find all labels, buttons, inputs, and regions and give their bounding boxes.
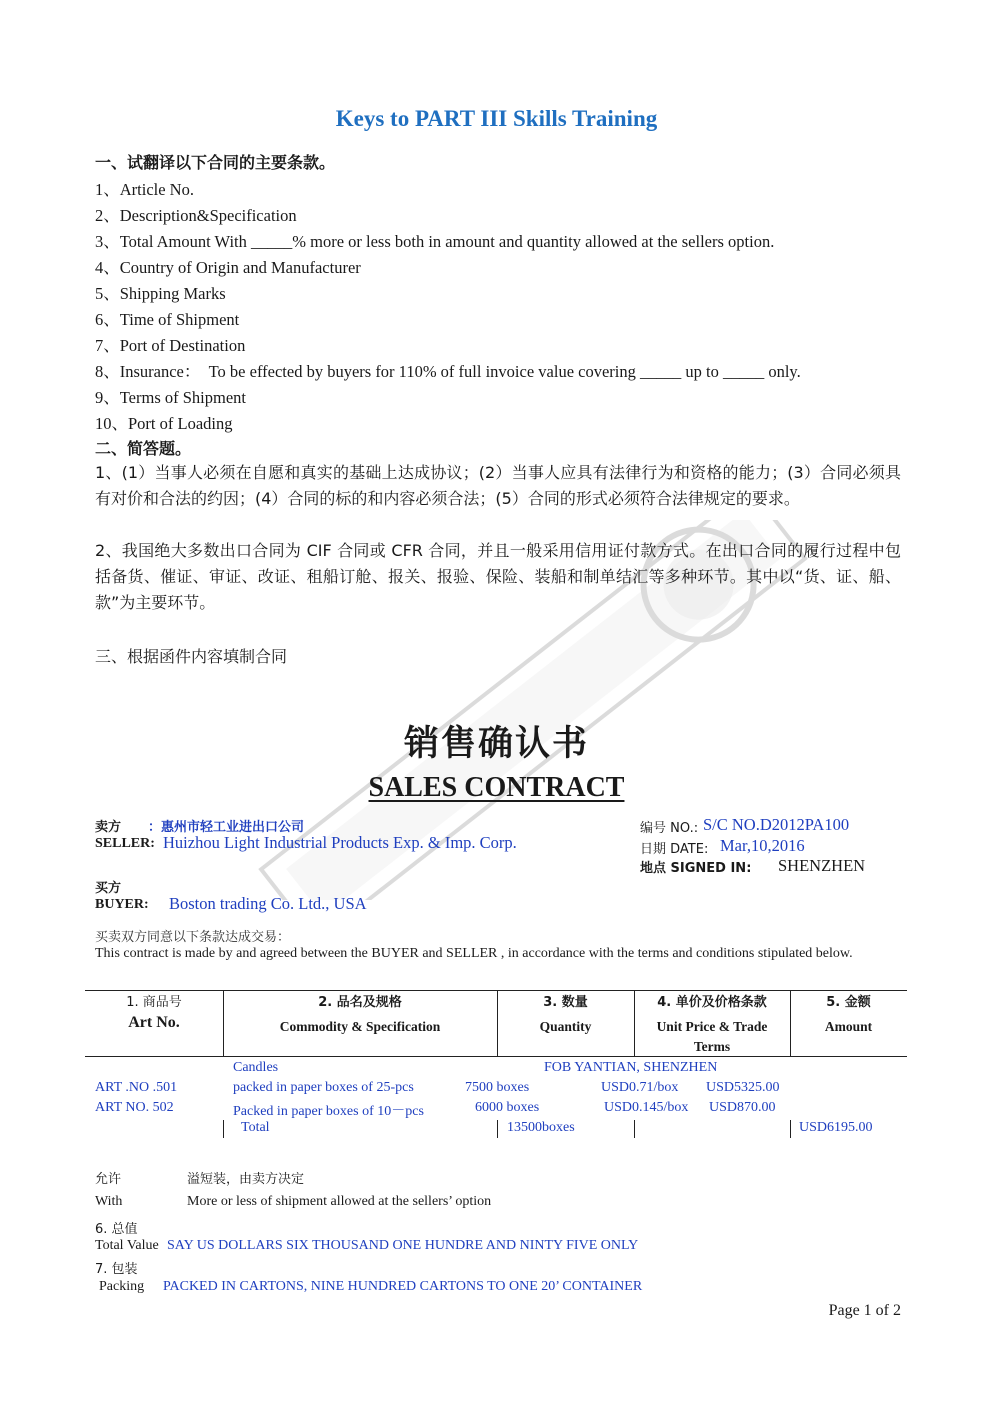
list-item: 3、Total Amount With _____% more or less both in amount and quantity allowed at the sellers option. [95, 232, 775, 251]
header-en: Art No. [128, 1014, 180, 1031]
allow-label-cn: 允许 [95, 1172, 122, 1187]
seller-label-cn: 卖方 [95, 820, 122, 835]
agreement-en: This contract is made by and agreed between the BUYER and SELLER , in accordance with the terms and conditions stipulated below. [95, 946, 853, 961]
buyer-label-en: BUYER: [95, 897, 149, 912]
header-en: Amount [824, 1019, 873, 1034]
table-cell-price: USD0.71/box [601, 1080, 679, 1095]
table-cell-desc: packed in paper boxes of 25-pcs [233, 1080, 414, 1095]
header-cn: 1. 商品号 [126, 995, 182, 1010]
list-item: 9、Terms of Shipment [95, 388, 246, 407]
trade-term: FOB YANTIAN, SHENZHEN [544, 1060, 718, 1075]
contract-title-en: SALES CONTRACT [368, 772, 625, 803]
table-cell-qty: 7500 boxes [465, 1080, 530, 1095]
column-header-unit-price [634, 993, 790, 1057]
allow-text-en: More or less of shipment allowed at the sellers’ option [187, 1194, 492, 1209]
list-item: 6、Time of Shipment [95, 310, 240, 329]
table-cell-qty: 6000 boxes [475, 1100, 540, 1115]
packing-heading: 7. 包装 [95, 1262, 138, 1277]
column-header-quantity [497, 993, 634, 1037]
column-header-art-no [85, 993, 223, 1033]
list-item: 7、Port of Destination [95, 336, 246, 355]
answer-paragraph-2: 2、我国绝大多数出口合同为 CIF 合同或 CFR 合同，并且一般采用信用证付款方式。在出口合同的履行过程中包括备货、催证、审证、改证、租船订舱、报关、报验、保险、装船和制单结汇等多种环节。其中以“货、证、船、款”为主要环节。 [95, 541, 901, 612]
signed-in-label: 地点 SIGNED IN: [640, 861, 752, 876]
header-cn: 3. 数量 [543, 995, 588, 1010]
column-header-commodity [223, 993, 497, 1037]
total-value-label: Total Value [95, 1238, 159, 1253]
table-cell-amount: USD5325.00 [706, 1080, 780, 1095]
signed-in-value: SHENZHEN [778, 856, 866, 875]
list-item: 1、Article No. [95, 180, 194, 199]
list-item: 2、Description&Specification [95, 206, 297, 225]
buyer-label-cn: 买方 [95, 881, 122, 896]
seller-name-en: Huizhou Light Industrial Products Exp. & Imp. Corp. [163, 833, 517, 852]
table-divider [790, 1120, 791, 1138]
header-en: Commodity & Specification [279, 1019, 441, 1034]
agreement-cn: 买卖双方同意以下条款达成交易： [95, 930, 291, 945]
table-cell-art: ART NO. 502 [95, 1100, 174, 1115]
table-divider [634, 1120, 635, 1138]
packing-label: Packing [99, 1279, 145, 1294]
header-cn: 2. 品名及规格 [318, 995, 402, 1010]
table-cell-price: USD0.145/box [604, 1100, 689, 1115]
table-divider [497, 1120, 498, 1138]
list-item: 8、Insurance： To be effected by buyers for 110% of full invoice value covering _____ up to _____ only. [95, 362, 801, 381]
section2-heading: 二、简答题。 [95, 439, 192, 458]
allow-text-cn: 溢短装，由卖方决定 [187, 1172, 305, 1187]
total-value-heading: 6. 总值 [95, 1222, 138, 1237]
contract-no-value: S/C NO.D2012PA100 [703, 815, 850, 834]
column-header-amount [790, 993, 907, 1037]
answer-paragraph-1: 1、(1）当事人必须在自愿和真实的基础上达成协议；(2）当事人应具有法律行为和资格的能力；(3）合同必须具有对价和合法的约因；(4）合同的标的和内容必须合法；(5）合同的形式必须符合法律规定的要求。 [95, 463, 901, 508]
table-cell-desc: Packed in paper boxes of 10－pcs [233, 1104, 424, 1119]
commodity-name: Candles [233, 1060, 279, 1075]
contract-title-cn: 销售确认书 [403, 724, 589, 764]
table-top-border [85, 990, 907, 991]
table-cell-art: ART .NO .501 [95, 1080, 178, 1095]
section3-heading: 三、根据函件内容填制合同 [95, 647, 288, 666]
seller-name-cn: ：惠州市轻工业进出口公司 [148, 820, 305, 835]
total-quantity: 13500boxes [507, 1120, 575, 1135]
contract-date-value: Mar,10,2016 [720, 836, 805, 855]
contract-date-label: 日期 DATE: [640, 842, 709, 857]
list-item: 5、Shipping Marks [95, 284, 226, 303]
header-en: Quantity [539, 1019, 592, 1034]
section1-heading: 一、试翻译以下合同的主要条款。 [95, 153, 336, 172]
header-cn: 5. 金额 [826, 995, 871, 1010]
total-value-text: SAY US DOLLARS SIX THOUSAND ONE HUNDRE AND NINTY FIVE ONLY [167, 1238, 639, 1253]
header-en: Unit Price & Trade Terms [656, 1019, 768, 1054]
page-number: Page 1 of 2 [828, 1302, 901, 1319]
list-item: 4、Country of Origin and Manufacturer [95, 258, 361, 277]
seller-label-en: SELLER: [95, 836, 155, 851]
buyer-name: Boston trading Co. Ltd., USA [169, 894, 367, 913]
contract-no-label: 编号 NO.: [640, 821, 699, 836]
allow-label-en: With [95, 1194, 123, 1209]
packing-text: PACKED IN CARTONS, NINE HUNDRED CARTONS TO ONE 20’ CONTAINER [163, 1279, 643, 1294]
total-label: Total [241, 1120, 270, 1135]
table-divider [223, 1120, 224, 1138]
page-title: Keys to PART III Skills Training [335, 106, 658, 131]
table-cell-amount: USD870.00 [709, 1100, 776, 1115]
header-cn: 4. 单价及价格条款 [657, 995, 767, 1010]
total-amount: USD6195.00 [799, 1120, 873, 1135]
list-item: 10、Port of Loading [95, 414, 233, 433]
